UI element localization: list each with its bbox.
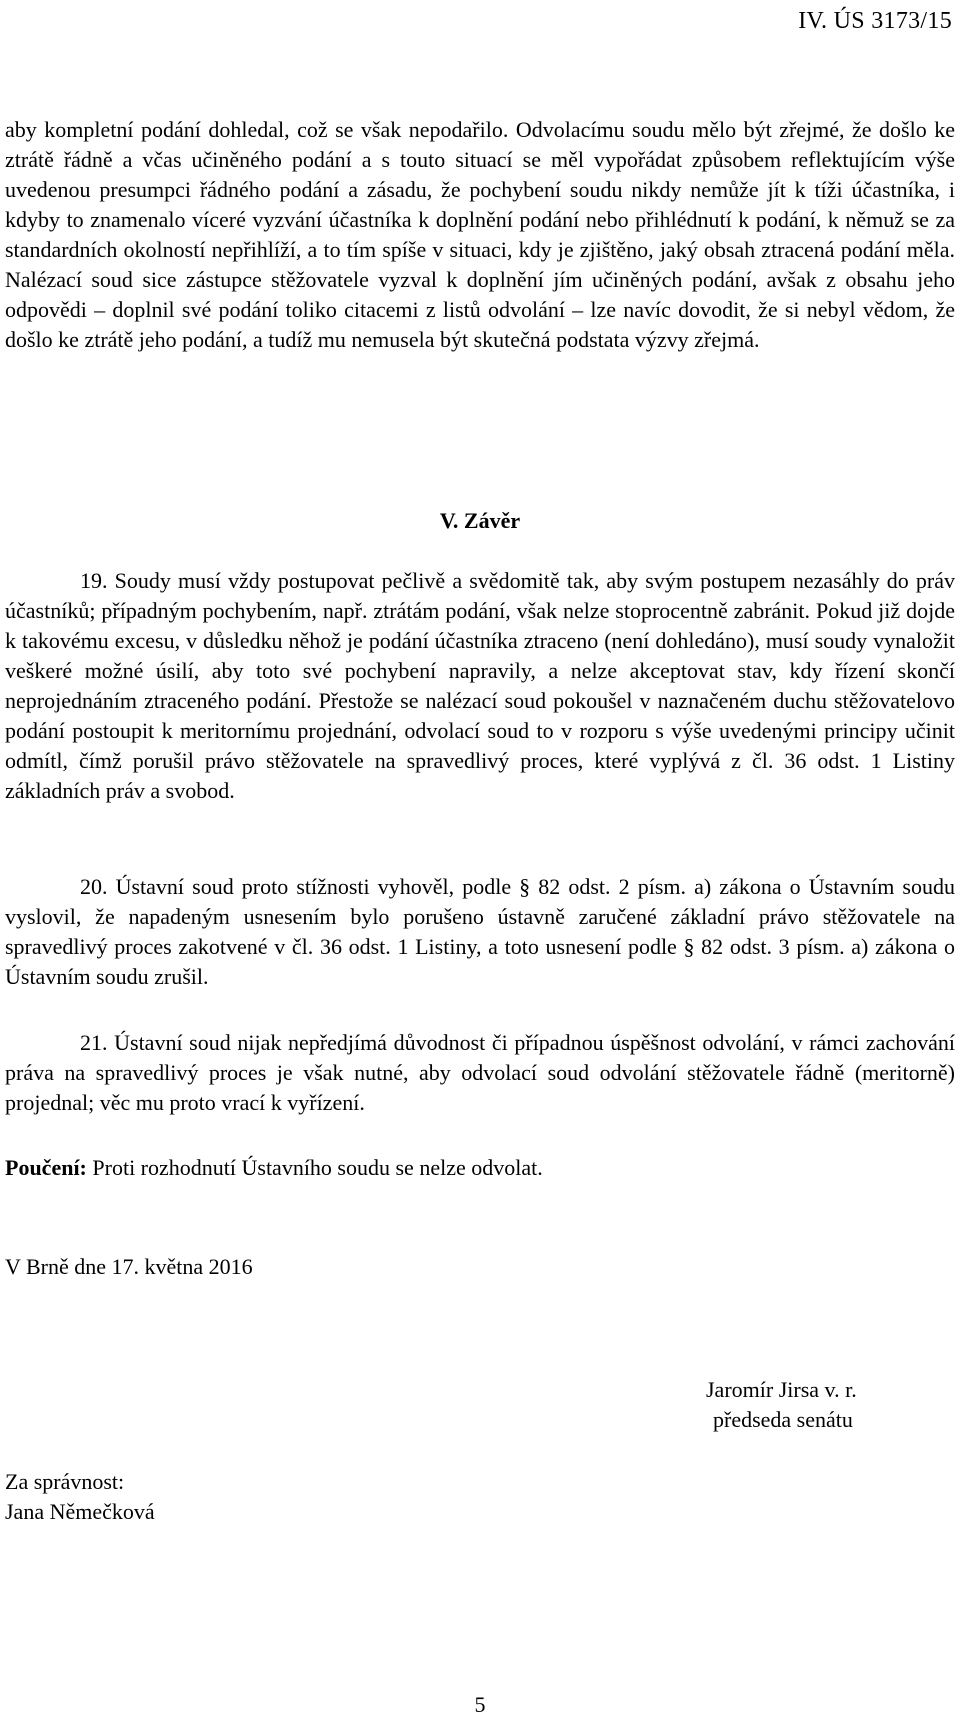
- legal-notice: [5, 1153, 955, 1183]
- certification-name: Jana Němečková: [5, 1499, 155, 1524]
- signatory-name: Jaromír Jirsa v. r.: [706, 1377, 857, 1402]
- decision-date: V Brně dne 17. května 2016: [5, 1254, 253, 1279]
- page-number: 5: [474, 1692, 486, 1717]
- paragraph-intro: aby kompletní podání dohledal, což se však nepodařilo. Odvolacímu soudu mělo být zřejmé, že došlo ke ztrátě řádně a včas učiněného podání a s touto situací se měl vypořádat způsobem reflektujícím výše uvedenou presumpci řádného podání a zásadu, že pochybení soudu nikdy nemůže jít k tíži účastníka, i kdyby to znamenalo víceré vyzvání účastníka k doplnění podání nebo přihlédnutí k podání, k němuž se za standardních okolností nepřihlíží, a to tím spíše v situaci, kdy je zjištěno, jaký obsah ztracená podání měla. Nalézací soud sice zástupce stěžovatele vyzval k doplnění jím učiněných podání, avšak z obsahu jeho odpovědi – doplnil své podání toliko citacemi z listů odvolání – lze navíc dovodit, že si nebyl vědom, že došlo ke ztrátě jeho podání, a tudíž mu nemusela být skutečná podstata výzvy zřejmá.: [5, 117, 955, 352]
- case-number: IV. ÚS 3173/15: [798, 8, 952, 34]
- paragraph-19: 19. Soudy musí vždy postupovat pečlivě a svědomitě tak, aby svým postupem nezasáhly do práv účastníků; případným pochybením, např. ztrátám podání, však nelze stoprocentně zabránit. Pokud již dojde k takovému excesu, v důsledku něhož je podání účastníka ztraceno (není dohledáno), musí soudy vynaložit veškeré možné úsilí, aby toto své pochybení napravily, a nelze akceptovat stav, kdy řízení skončí neprojednáním ztraceného podání. Přestože se nalézací soud pokoušel v naznačeném duchu stěžovatelovo podání postoupit k meritornímu projednání, odvolací soud to v rozporu s výše uvedenými principy učinit odmítl, čímž porušil právo stěžovatele na spravedlivý proces, které vyplývá z čl. 36 odst. 1 Listiny základních práv a svobod.: [5, 568, 955, 803]
- signatory-role: předseda senátu: [713, 1407, 853, 1432]
- legal-notice-text: Proti rozhodnutí Ústavního soudu se nelze odvolat.: [86, 1155, 543, 1180]
- section-heading: V. Závěr: [439, 508, 521, 533]
- paragraph-20: 20. Ústavní soud proto stížnosti vyhověl, podle § 82 odst. 2 písm. a) zákona o Ústavním soudu vyslovil, že napadeným usnesením bylo porušeno ústavně zaručené základní právo stěžovatele na spravedlivý proces zakotvené v čl. 36 odst. 1 Listiny, a toto usnesení podle § 82 odst. 3 písm. a) zákona o Ústavním soudu zrušil.: [5, 874, 955, 989]
- certification-label: Za správnost:: [5, 1469, 125, 1494]
- legal-notice-label: Poučení:: [5, 1155, 87, 1180]
- paragraph-21: 21. Ústavní soud nijak nepředjímá důvodnost či případnou úspěšnost odvolání, v rámci zachování práva na spravedlivý proces je však nutné, aby odvolací soud odvolání stěžovatele řádně (meritorně) projednal; věc mu proto vrací k vyřízení.: [5, 1030, 955, 1115]
